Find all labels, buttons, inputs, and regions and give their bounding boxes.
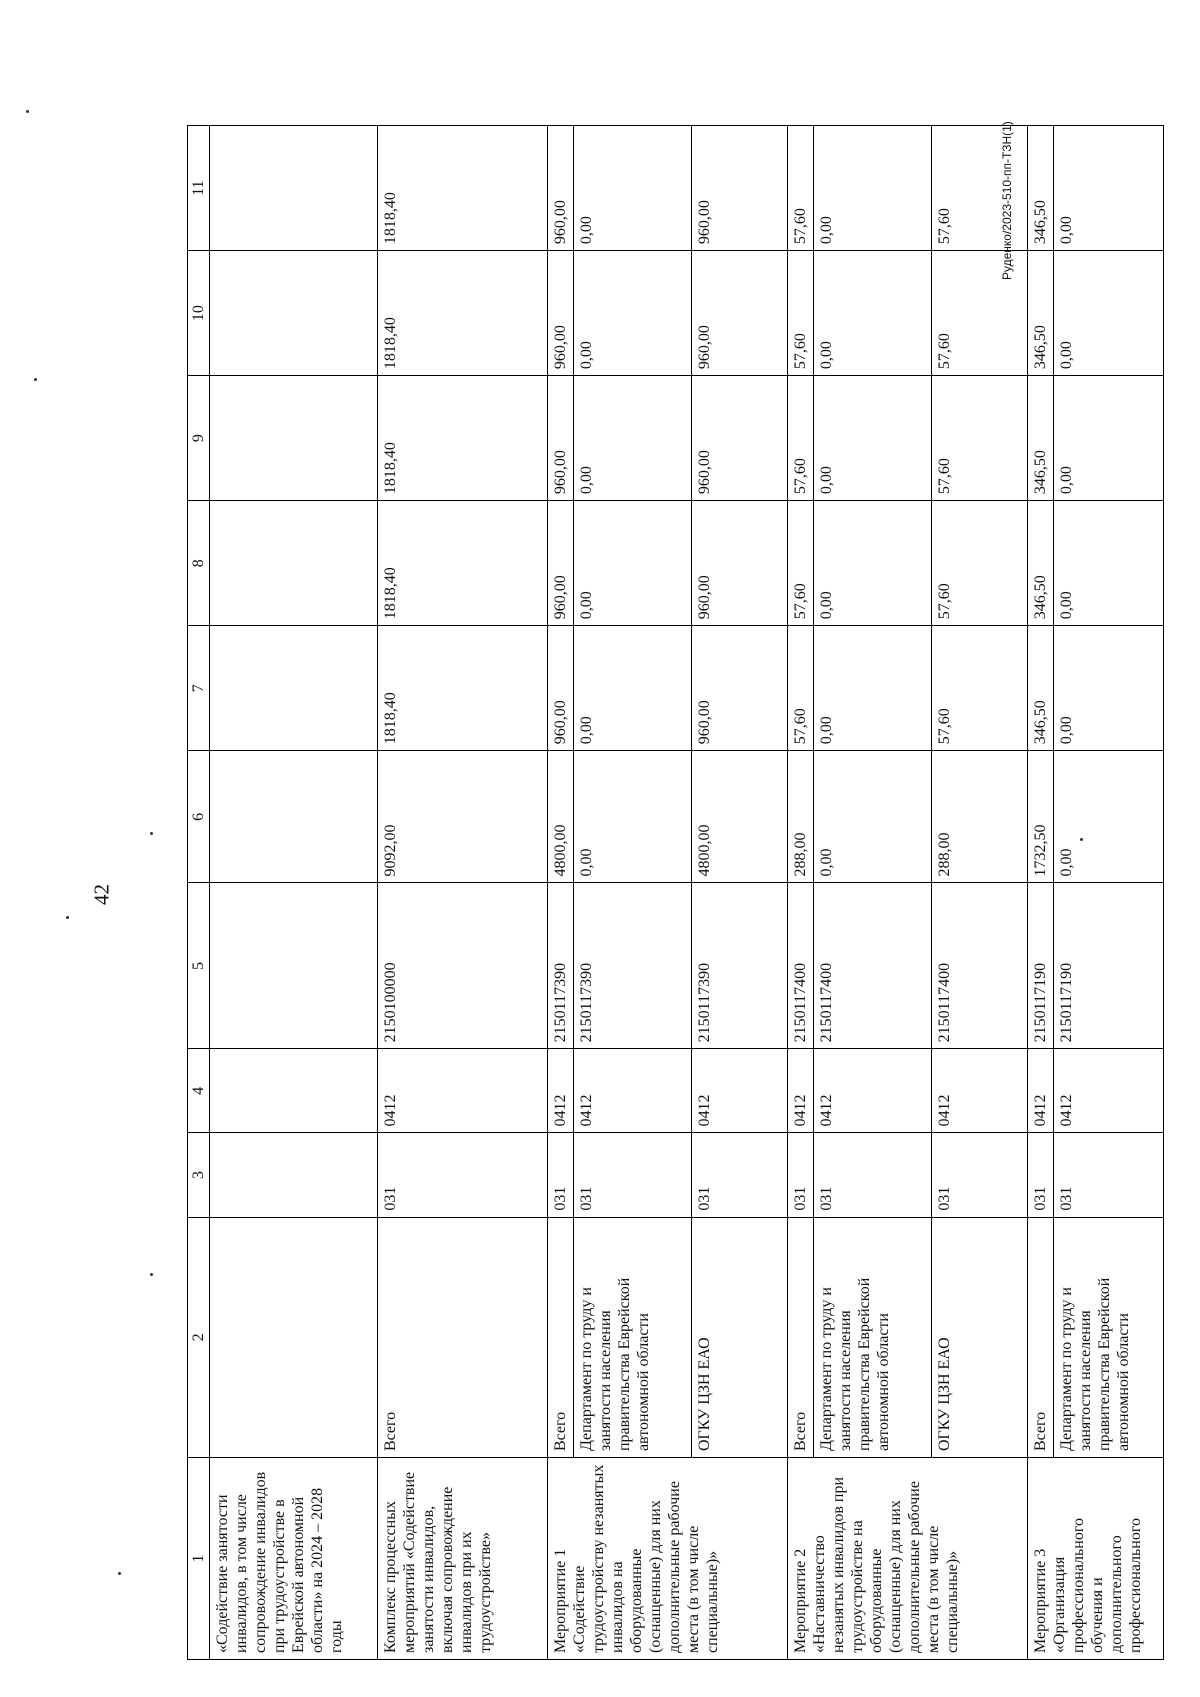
cell-c4: 0412 — [1054, 1049, 1164, 1133]
cell-c11: 57,60 — [932, 126, 1028, 251]
col-header-11: 11 — [188, 126, 210, 251]
cell-c4: 0412 — [378, 1049, 548, 1133]
cell-c8: 57,60 — [932, 501, 1028, 626]
cell-c9: 57,60 — [932, 376, 1028, 501]
cell-c2: Всего — [548, 1217, 574, 1457]
cell-c6: 0,00 — [574, 751, 692, 883]
cell-c3: 031 — [788, 1133, 814, 1217]
cell-c4: 0412 — [692, 1049, 788, 1133]
cell-c8: 346,50 — [1028, 501, 1054, 626]
cell-c4: 0412 — [932, 1049, 1028, 1133]
cell-c7: 57,60 — [788, 626, 814, 751]
cell-c8: 960,00 — [548, 501, 574, 626]
col-header-8: 8 — [188, 501, 210, 626]
scan-speck — [34, 378, 37, 381]
row-name-cell: Мероприятие 1 «Содействие трудоустройству незанятых инвалидов на оборудованные (оснащенные) для них дополнительные рабочие места (в том числе специальные)» — [548, 1458, 788, 1660]
cell-c5: 2150117190 — [1054, 883, 1164, 1049]
cell-c10: 1818,40 — [378, 251, 548, 376]
scan-speck — [150, 1273, 153, 1276]
cell-c10: 960,00 — [548, 251, 574, 376]
cell-c4: 0412 — [548, 1049, 574, 1133]
budget-table — [187, 125, 1164, 1660]
col-header-10: 10 — [188, 251, 210, 376]
cell-c11: 0,00 — [814, 126, 932, 251]
cell-c9: 0,00 — [814, 376, 932, 501]
row-name-cell: Мероприятие 3 «Организация профессионального обучения и дополнительного профессионального — [1028, 1458, 1164, 1660]
table-row — [574, 126, 692, 1660]
cell-c10: 57,60 — [932, 251, 1028, 376]
row-name-cell: Комплекс процессных мероприятий «Содействие занятости инвалидов, включая сопровождение инвалидов при их трудоустройстве» — [378, 1458, 548, 1660]
col-header-9: 9 — [188, 376, 210, 501]
cell-c9: 346,50 — [1028, 376, 1054, 501]
table-row — [1028, 126, 1054, 1660]
table-row — [378, 126, 548, 1660]
col-header-4: 4 — [188, 1049, 210, 1133]
table-row — [548, 126, 574, 1660]
cell-c6 — [210, 751, 378, 883]
table-row — [210, 126, 378, 1660]
cell-c11: 1818,40 — [378, 126, 548, 251]
cell-c3: 031 — [814, 1133, 932, 1217]
scan-speck — [150, 832, 153, 835]
cell-c6: 0,00 — [1054, 751, 1164, 883]
col-header-5: 5 — [188, 883, 210, 1049]
table-row — [814, 126, 932, 1660]
cell-c8: 57,60 — [788, 501, 814, 626]
cell-c6: 288,00 — [932, 751, 1028, 883]
cell-c10: 0,00 — [1054, 251, 1164, 376]
scan-speck — [26, 110, 29, 113]
col-header-3: 3 — [188, 1133, 210, 1217]
cell-c4: 0412 — [574, 1049, 692, 1133]
cell-c8: 0,00 — [574, 501, 692, 626]
cell-c8: 960,00 — [692, 501, 788, 626]
cell-c2: Департамент по труду и занятости населения правительства Еврейской автономной области — [1054, 1217, 1164, 1457]
cell-c2: Департамент по труду и занятости населения правительства Еврейской автономной области — [814, 1217, 932, 1457]
cell-c8: 0,00 — [1054, 501, 1164, 626]
cell-c9: 57,60 — [788, 376, 814, 501]
cell-c3 — [210, 1133, 378, 1217]
cell-c4 — [210, 1049, 378, 1133]
cell-c11: 960,00 — [692, 126, 788, 251]
cell-c10: 0,00 — [814, 251, 932, 376]
cell-c2: ОГКУ ЦЗН ЕАО — [692, 1217, 788, 1457]
table-row — [692, 126, 788, 1660]
cell-c2: Всего — [788, 1217, 814, 1457]
cell-c9: 1818,40 — [378, 376, 548, 501]
cell-c2 — [210, 1217, 378, 1457]
cell-c7: 960,00 — [548, 626, 574, 751]
cell-c3: 031 — [1028, 1133, 1054, 1217]
cell-c3: 031 — [692, 1133, 788, 1217]
cell-c10: 960,00 — [692, 251, 788, 376]
cell-c11: 0,00 — [1054, 126, 1164, 251]
col-header-2: 2 — [188, 1217, 210, 1457]
cell-c8: 1818,40 — [378, 501, 548, 626]
cell-c11: 960,00 — [548, 126, 574, 251]
cell-c10: 0,00 — [574, 251, 692, 376]
cell-c5: 2150117390 — [574, 883, 692, 1049]
table-row — [932, 126, 1028, 1660]
table-row — [1054, 126, 1164, 1660]
cell-c5: 2150117390 — [548, 883, 574, 1049]
cell-c3: 031 — [932, 1133, 1028, 1217]
col-header-1: 1 — [188, 1458, 210, 1660]
cell-c6: 9092,00 — [378, 751, 548, 883]
cell-c11: 0,00 — [574, 126, 692, 251]
cell-c7 — [210, 626, 378, 751]
cell-c7: 0,00 — [1054, 626, 1164, 751]
cell-c9: 960,00 — [692, 376, 788, 501]
cell-c9: 0,00 — [574, 376, 692, 501]
cell-c5: 2150117400 — [788, 883, 814, 1049]
col-header-7: 7 — [188, 626, 210, 751]
cell-c4: 0412 — [1028, 1049, 1054, 1133]
cell-c5 — [210, 883, 378, 1049]
cell-c9: 0,00 — [1054, 376, 1164, 501]
cell-c7: 346,50 — [1028, 626, 1054, 751]
cell-c11: 57,60 — [788, 126, 814, 251]
cell-c10 — [210, 251, 378, 376]
cell-c6: 1732,50 — [1028, 751, 1054, 883]
cell-c4: 0412 — [788, 1049, 814, 1133]
cell-c3: 031 — [1054, 1133, 1164, 1217]
cell-c7: 960,00 — [692, 626, 788, 751]
cell-c5: 2150117190 — [1028, 883, 1054, 1049]
scan-speck — [66, 916, 69, 919]
cell-c2: Всего — [1028, 1217, 1054, 1457]
cell-c6: 288,00 — [788, 751, 814, 883]
cell-c2: Департамент по труду и занятости населения правительства Еврейской автономной области — [574, 1217, 692, 1457]
cell-c6: 4800,00 — [692, 751, 788, 883]
cell-c10: 346,50 — [1028, 251, 1054, 376]
cell-c4: 0412 — [814, 1049, 932, 1133]
cell-c5: 2150100000 — [378, 883, 548, 1049]
cell-c7: 1818,40 — [378, 626, 548, 751]
page-number: 42 — [89, 884, 114, 905]
column-number-row — [188, 126, 210, 1660]
cell-c9 — [210, 376, 378, 501]
document-code: Руденко/2023-510-пп-ТЗН(1) — [1000, 121, 1014, 280]
cell-c7: 57,60 — [932, 626, 1028, 751]
scan-speck — [118, 1572, 121, 1575]
cell-c5: 2150117390 — [692, 883, 788, 1049]
col-header-6: 6 — [188, 751, 210, 883]
cell-c7: 0,00 — [814, 626, 932, 751]
cell-c9: 960,00 — [548, 376, 574, 501]
cell-c7: 0,00 — [574, 626, 692, 751]
cell-c8 — [210, 501, 378, 626]
cell-c2: Всего — [378, 1217, 548, 1457]
cell-c11: 346,50 — [1028, 126, 1054, 251]
row-name-cell: Мероприятие 2 «Наставничество незанятых инвалидов при трудоустройстве на оборудованные (оснащенные) для них дополнительные рабочие места (в том числе специальные)» — [788, 1458, 1028, 1660]
table-row — [788, 126, 814, 1660]
row-name-cell: «Содействие занятости инвалидов, в том числе сопровождение инвалидов при трудоустройстве в Еврейской автономной области» на 2024 – 2028 годы — [210, 1458, 378, 1660]
cell-c11 — [210, 126, 378, 251]
cell-c3: 031 — [378, 1133, 548, 1217]
cell-c3: 031 — [548, 1133, 574, 1217]
cell-c8: 0,00 — [814, 501, 932, 626]
cell-c6: 4800,00 — [548, 751, 574, 883]
cell-c3: 031 — [574, 1133, 692, 1217]
cell-c2: ОГКУ ЦЗН ЕАО — [932, 1217, 1028, 1457]
cell-c5: 2150117400 — [932, 883, 1028, 1049]
cell-c10: 57,60 — [788, 251, 814, 376]
rotated-table-container — [187, 125, 1144, 1660]
cell-c5: 2150117400 — [814, 883, 932, 1049]
cell-c6: 0,00 — [814, 751, 932, 883]
